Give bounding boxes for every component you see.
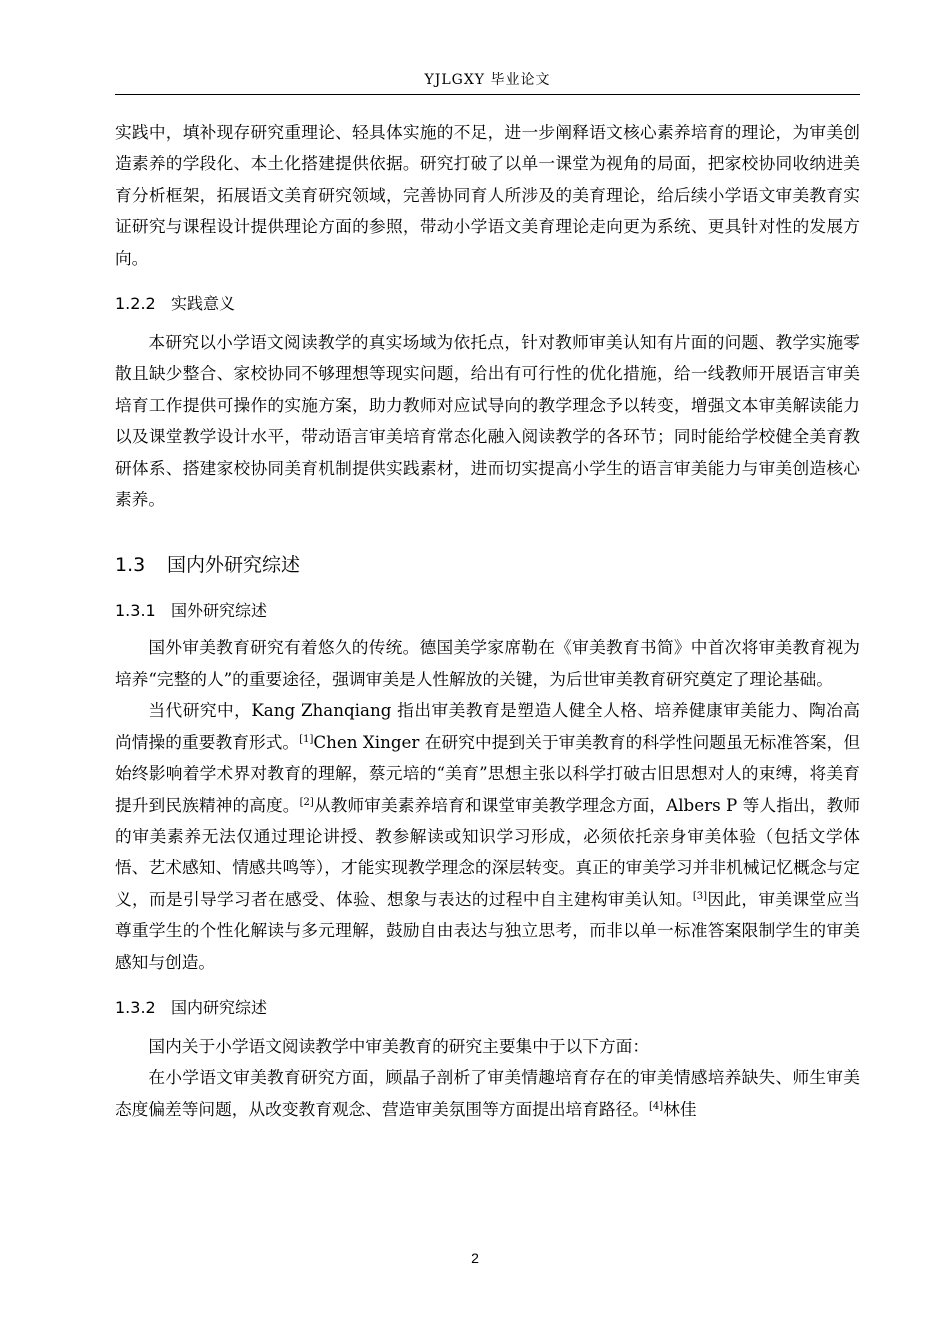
text-run: Chen Xinger 在研究中提到关于审美教育的科学性问题虽无标准答案，但始终影响着学术界对教育的理解，蔡元培的“美育”思想主张以科学打破古旧思想对人的束缚，将美育提升到民族精神的高度。	[115, 731, 860, 815]
paragraph-practical-significance: 本研究以小学语文阅读教学的真实场域为依托点，针对教师审美认知有片面的问题、教学实施零散且缺少整合、家校协同不够理想等现实问题，给出有可行性的优化措施，给一线教师开展语言审美培育工作提供可操作的实施方案，助力教师对应试导向的教学理念予以转变，增强文本审美解读能力以及课堂教学设计水平，带动语言审美培育常态化融入阅读教学的各环节；同时能给学校健全美育教研体系、搭建家校协同美育机制提供实践素材，进而切实提高小学生的语言审美能力与审美创造核心素养。	[115, 332, 860, 510]
citation-1: [1]	[299, 733, 314, 745]
text-run: 在小学语文审美教育研究方面，顾晶子剖析了审美情趣培育存在的审美情感培养缺失、师生审美态度偏差等问题，从改变教育观念、营造审美氛围等方面提出培育路径。	[115, 1067, 860, 1119]
header-divider	[115, 94, 860, 95]
citation-4: [4]	[649, 1100, 664, 1112]
text-run: 因此，审美课堂应当尊重学生的个性化解读与多元理解，鼓励自由表达与独立思考，而非以单一标准答案限制学生的审美感知与创造。	[115, 888, 861, 972]
section-heading-1-3-1	[115, 595, 860, 626]
paragraph-domestic-review-b	[115, 1062, 860, 1125]
citation-3: [3]	[692, 890, 708, 902]
section-title: 国内外研究综述	[167, 554, 301, 577]
text-run: 从教师审美素养培育和课堂审美教学理念方面，Albers P 等人指出，教师的审美素养无法仅通过理论讲授、教参解读或知识学习形成，必须依托亲身审美体验（包括文学体悟、艺术感知、情感共鸣等），才能实现教学理念的深层转变。真正的审美学习并非机械记忆概念与定义，而是引导学习者在感受、体验、想象与表达的过程中自主建构审美认知。	[115, 794, 861, 909]
page-number: 2	[471, 1250, 479, 1266]
section-heading-1-2-2	[115, 288, 860, 319]
section-number: 1.3	[115, 554, 146, 577]
citation-2: [2]	[299, 796, 314, 808]
paragraph-foreign-review-b	[115, 695, 860, 978]
paragraph-foreign-review-a: 国外审美教育研究有着悠久的传统。德国美学家席勒在《审美教育书简》中首次将审美教育视为培养“完整的人”的重要途径，强调审美是人性解放的关键，为后世审美教育研究奠定了理论基础。	[115, 637, 860, 689]
section-number: 1.2.2	[115, 294, 156, 314]
section-number: 1.3.1	[115, 601, 156, 621]
section-heading-1-3	[115, 549, 860, 581]
section-title: 国外研究综述	[171, 601, 268, 621]
paragraph-domestic-review-a: 国内关于小学语文阅读教学中审美教育的研究主要集中于以下方面：	[148, 1035, 650, 1056]
text-run: 当代研究中，Kang Zhanqiang 指出审美教育是塑造人健全人格、培养健康审美能力、陶冶高尚情操的重要教育形式。	[115, 700, 860, 752]
paragraph-intro: 实践中，填补现存研究重理论、轻具体实施的不足，进一步阐释语文核心素养培育的理论，为审美创造素养的学段化、本土化搭建提供依据。研究打破了以单一课堂为视角的局面，把家校协同收纳进美育分析框架，拓展语文美育研究领域，完善协同育人所涉及的美育理论，给后续小学语文审美教育实证研究与课程设计提供理论方面的参照，带动小学语文美育理论走向更为系统、更具针对性的发展方向。	[115, 122, 860, 268]
section-title: 实践意义	[171, 294, 236, 314]
text-run: 林佳	[663, 1098, 697, 1119]
section-heading-1-3-2	[115, 992, 860, 1023]
section-title: 国内研究综述	[171, 997, 268, 1017]
section-number: 1.3.2	[115, 997, 156, 1017]
page-body	[115, 117, 860, 1125]
running-header: YJLGXY 毕业论文	[424, 72, 551, 88]
